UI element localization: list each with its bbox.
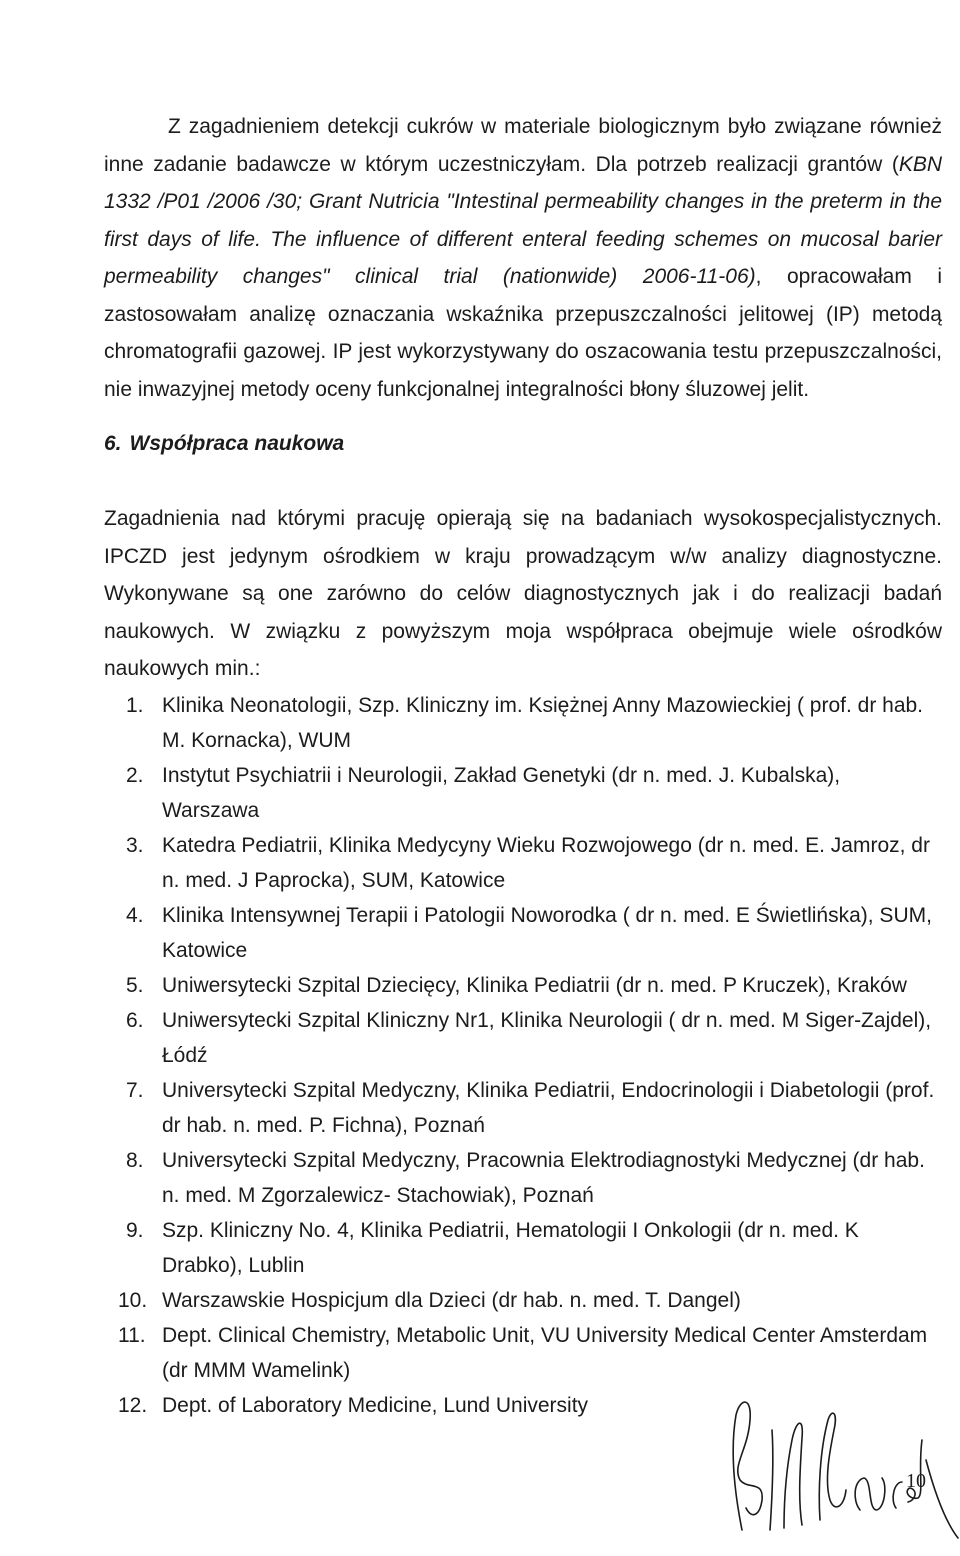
list-item	[104, 968, 942, 1003]
list-item-number: 10.	[118, 1289, 148, 1312]
list-item-number: 2.	[126, 764, 144, 787]
list-item-text: Klinika Neonatologii, Szp. Kliniczny im. Księżnej Anny Mazowieckiej ( prof. dr hab. M. Kornacka), WUM	[162, 694, 924, 752]
list-item	[104, 1073, 942, 1143]
list-item-number: 7.	[126, 1079, 144, 1102]
list-item	[104, 828, 942, 898]
list-item-text: Szp. Kliniczny No. 4, Klinika Pediatrii, Hematologii I Onkologii (dr n. med. K Drabko), Lublin	[162, 1219, 859, 1277]
list-item-text: Universytecki Szpital Medyczny, Pracownia Elektrodiagnostyki Medycznej (dr hab. n. med. M Zgorzalewicz- Stachowiak), Poznań	[162, 1149, 925, 1207]
list-item-text: Warszawskie Hospicjum dla Dzieci (dr hab. n. med. T. Dangel)	[162, 1289, 741, 1312]
paragraph-text: , opracowałam i zastosowałam analizę oznaczania wskaźnika przepuszczalności jelitowej (IP) metodą chromatografii gazowej. IP jest wykorzystywany do oszacowania testu przepuszczalności, nie inwazyjnej metody oceny funkcjonalnej integralności błony śluzowej jelit.	[104, 265, 942, 401]
paragraph-text: Z zagadnieniem detekcji cukrów w materiale biologicznym było związane również inne zadanie badawcze w którym uczestniczyłam. Dla potrzeb realizacji grantów (	[104, 115, 942, 176]
list-item	[104, 898, 942, 968]
paragraph-grant-research	[104, 108, 942, 408]
list-item-number: 4.	[126, 904, 144, 927]
grant-title-italic: KBN 1332 /P01 /2006 /30; Grant Nutricia "Intestinal permeability changes in the preterm in the first days of life. The influence of different enteral feeding schemes on mucosal barier permeability changes" clinical trial (nationwide) 2006-11-06)	[104, 152, 942, 288]
list-item-text: Klinika Intensywnej Terapii i Patologii Noworodka ( dr n. med. E Świetlińska), SUM, Katowice	[162, 904, 932, 962]
list-item-text: Uniwersytecki Szpital Dziecięcy, Klinika Pediatrii (dr n. med. P Kruczek), Kraków	[162, 974, 907, 997]
list-item-number: 9.	[126, 1219, 144, 1242]
cooperation-list	[104, 688, 942, 1423]
list-item-number: 5.	[126, 974, 144, 997]
list-item-number: 8.	[126, 1149, 144, 1172]
list-item-text: Katedra Pediatrii, Klinika Medycyny Wieku Rozwojowego (dr n. med. E. Jamroz, dr n. med. J Paprocka), SUM, Katowice	[162, 834, 930, 892]
page-number: 10	[906, 1470, 926, 1492]
list-item-text: Universytecki Szpital Medyczny, Klinika Pediatrii, Endocrinologii i Diabetologii (prof. dr hab. n. med. P. Fichna), Poznań	[162, 1079, 935, 1137]
list-item-text: Uniwersytecki Szpital Kliniczny Nr1, Klinika Neurologii ( dr n. med. M Siger-Zajdel), Łódź	[162, 1009, 932, 1067]
list-item-text: Dept. Clinical Chemistry, Metabolic Unit, VU University Medical Center Amsterdam (dr MMM Wamelink)	[162, 1324, 928, 1382]
list-item-number: 3.	[126, 834, 144, 857]
list-item-number: 12.	[118, 1394, 148, 1417]
list-item	[104, 688, 942, 758]
list-item	[104, 1318, 942, 1388]
list-item	[104, 1213, 942, 1283]
list-item-text: Dept. of Laboratory Medicine, Lund University	[162, 1394, 589, 1417]
list-item	[104, 1003, 942, 1073]
section-title: Współpraca naukowa	[129, 432, 345, 455]
list-item	[104, 758, 942, 828]
handwritten-signature	[712, 1390, 960, 1540]
list-item-number: 11.	[118, 1324, 146, 1347]
list-item	[104, 1143, 942, 1213]
list-item-text: Instytut Psychiatrii i Neurologii, Zakład Genetyki (dr n. med. J. Kubalska), Warszawa	[162, 764, 841, 822]
section-heading	[104, 432, 344, 456]
section-number: 6.	[104, 432, 122, 455]
list-item-number: 1.	[126, 694, 144, 717]
list-item	[104, 1283, 942, 1318]
list-item-number: 6.	[126, 1009, 144, 1032]
paragraph-cooperation-intro: Zagadnienia nad którymi pracuję opierają się na badaniach wysokospecjalistycznych. IPCZD jest jedynym ośrodkiem w kraju prowadzącym w/w analizy diagnostyczne. Wykonywane są one zarówno do celów diagnostycznych jak i do realizacji badań naukowych. W związku z powyższym moja współpraca obejmuje wiele ośrodków naukowych min.:	[104, 507, 942, 680]
